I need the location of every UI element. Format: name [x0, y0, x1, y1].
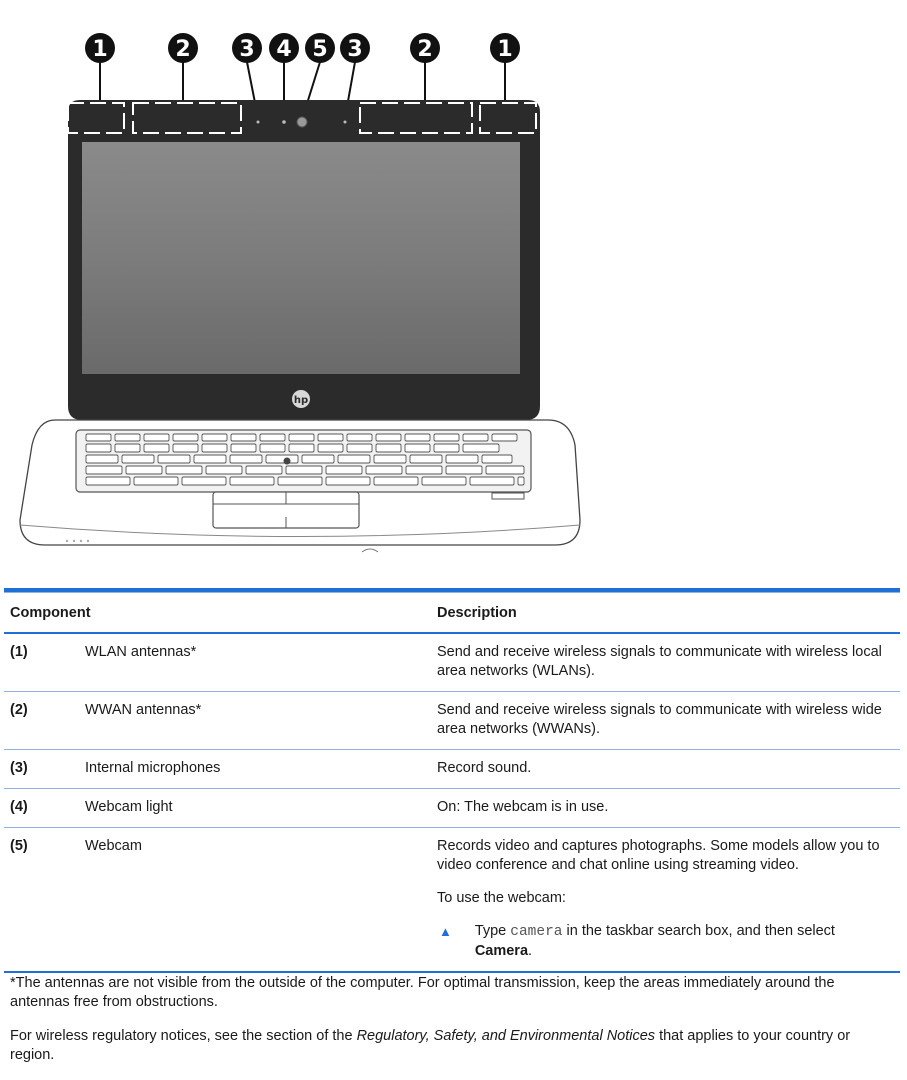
keyboard-key [202, 434, 227, 441]
table-row [4, 828, 900, 973]
component-name: Internal microphones [79, 750, 431, 789]
keyboard-key [518, 477, 524, 485]
keyboard-key [173, 444, 198, 452]
component-description: Send and receive wireless signals to communicate with wireless wide area networks (WWANs). [431, 692, 900, 750]
table-header-row [4, 593, 900, 634]
regulatory-doc-title: Regulatory, Safety, and Environmental Notices [356, 1028, 656, 1044]
table-row [4, 789, 900, 828]
keyboard-key [434, 434, 459, 441]
svg-text:4: 4 [276, 37, 292, 62]
keyboard-key [406, 466, 442, 474]
keyboard-key [158, 455, 190, 463]
row-number: (1) [4, 633, 79, 692]
component-description: Record sound. [431, 750, 900, 789]
keyboard-key [374, 455, 406, 463]
keyboard-key [405, 444, 430, 452]
component-description: On: The webcam is in use. [431, 789, 900, 828]
keyboard-key [144, 444, 169, 452]
svg-text:1: 1 [92, 37, 108, 62]
svg-text:5: 5 [312, 37, 328, 62]
keyboard-key [446, 466, 482, 474]
keyboard-key [347, 444, 372, 452]
keyboard-key [326, 477, 370, 485]
antenna-footnote: *The antennas are not visible from the outside of the computer. For optimal transmission, keep the areas immediately around the antennas free from obstructions. [10, 975, 835, 1010]
keyboard-key [260, 444, 285, 452]
keyboard-key [446, 455, 478, 463]
pointing-stick [284, 458, 291, 465]
callout-1-right [490, 33, 520, 63]
table-row [4, 692, 900, 750]
component-name: Webcam light [79, 789, 431, 828]
table-row [4, 633, 900, 692]
keyboard-key [289, 434, 314, 441]
keyboard-key [86, 477, 130, 485]
keyboard-key [230, 455, 262, 463]
keyboard-key [278, 477, 322, 485]
keyboard-key [202, 444, 227, 452]
callout-badges [85, 33, 520, 63]
keyboard-key [289, 444, 314, 452]
keyboard-key [86, 434, 111, 441]
row-number: (5) [4, 828, 79, 973]
keyboard-key [463, 444, 499, 452]
keyboard-key [246, 466, 282, 474]
keyboard-key [376, 434, 401, 441]
microphone-left-icon [257, 121, 260, 124]
svg-text:1: 1 [497, 37, 513, 62]
microphone-right-icon [344, 121, 347, 124]
callout-2-left [168, 33, 198, 63]
svg-text:hp: hp [293, 395, 309, 406]
keyboard-key [486, 466, 524, 474]
keyboard-key [231, 434, 256, 441]
keyboard-key [482, 455, 512, 463]
table-row [4, 750, 900, 789]
component-description: Send and receive wireless signals to communicate with wireless local area networks (WLANs). [431, 633, 900, 692]
keyboard-key [338, 455, 370, 463]
keyboard-key [405, 434, 430, 441]
component-header: Component [4, 593, 431, 634]
callout-5 [305, 33, 335, 63]
keyboard-key [410, 455, 442, 463]
row-number: (4) [4, 789, 79, 828]
row-number: (2) [4, 692, 79, 750]
keyboard-key [374, 477, 418, 485]
keyboard-key [194, 455, 226, 463]
keyboard-key [144, 434, 169, 441]
callout-3-left [232, 33, 262, 63]
svg-text:3: 3 [347, 37, 363, 62]
keyboard-key [302, 455, 334, 463]
callout-4 [269, 33, 299, 63]
component-name: WWAN antennas* [79, 692, 431, 750]
keyboard-key [463, 434, 488, 441]
keyboard-key [166, 466, 202, 474]
keyboard-key [182, 477, 226, 485]
keyboard-key [122, 455, 154, 463]
svg-text:3: 3 [239, 37, 255, 62]
triangle-bullet-icon: ▲ [439, 924, 452, 939]
webcam-usage-step [437, 922, 894, 961]
step-text: Type camera in the taskbar search box, and then select Camera. [474, 923, 835, 959]
keyboard-key [115, 444, 140, 452]
component-table [4, 588, 900, 973]
keyboard-key [366, 466, 402, 474]
keyboard-key [422, 477, 466, 485]
keyboard-key [231, 444, 256, 452]
camera-app-name: Camera [474, 943, 529, 959]
keyboard-key [86, 444, 111, 452]
regulatory-note: For wireless regulatory notices, see the section of the Regulatory, Safety, and Environmental Notices that applies to your country or region. [10, 1028, 851, 1063]
keyboard-key [266, 455, 298, 463]
callout-1-left [85, 33, 115, 63]
keyboard-key [173, 434, 198, 441]
webcam-description: Records video and captures photographs. Some models allow you to video conference and chat online using streaming video. [437, 838, 880, 873]
keyboard-key [434, 444, 459, 452]
notes-section [10, 974, 890, 1080]
keyboard-key [206, 466, 242, 474]
display-screen [82, 142, 520, 374]
keyboard-key [347, 434, 372, 441]
keyboard-key [376, 444, 401, 452]
webcam-icon [297, 117, 307, 127]
svg-text:2: 2 [417, 37, 433, 62]
webcam-usage-intro: To use the webcam: [437, 890, 566, 906]
keyboard-key [318, 434, 343, 441]
component-description [431, 828, 900, 973]
keyboard-key [86, 466, 122, 474]
keyboard-key [230, 477, 274, 485]
keyboard-key [286, 466, 322, 474]
webcam-light-icon [282, 120, 286, 124]
keyboard-key [326, 466, 362, 474]
keyboard-key [470, 477, 514, 485]
component-name: Webcam [79, 828, 431, 973]
keyboard-key [492, 434, 517, 441]
component-name: WLAN antennas* [79, 633, 431, 692]
keyboard-key [134, 477, 178, 485]
command-text: camera [510, 924, 563, 940]
keyboard-key [126, 466, 162, 474]
keyboard-key [318, 444, 343, 452]
row-number: (3) [4, 750, 79, 789]
description-header: Description [431, 593, 900, 634]
keyboard-key [260, 434, 285, 441]
keyboard-key [86, 455, 118, 463]
callout-3-right [340, 33, 370, 63]
svg-text:2: 2 [175, 37, 191, 62]
callout-2-right [410, 33, 440, 63]
keyboard-key [115, 434, 140, 441]
